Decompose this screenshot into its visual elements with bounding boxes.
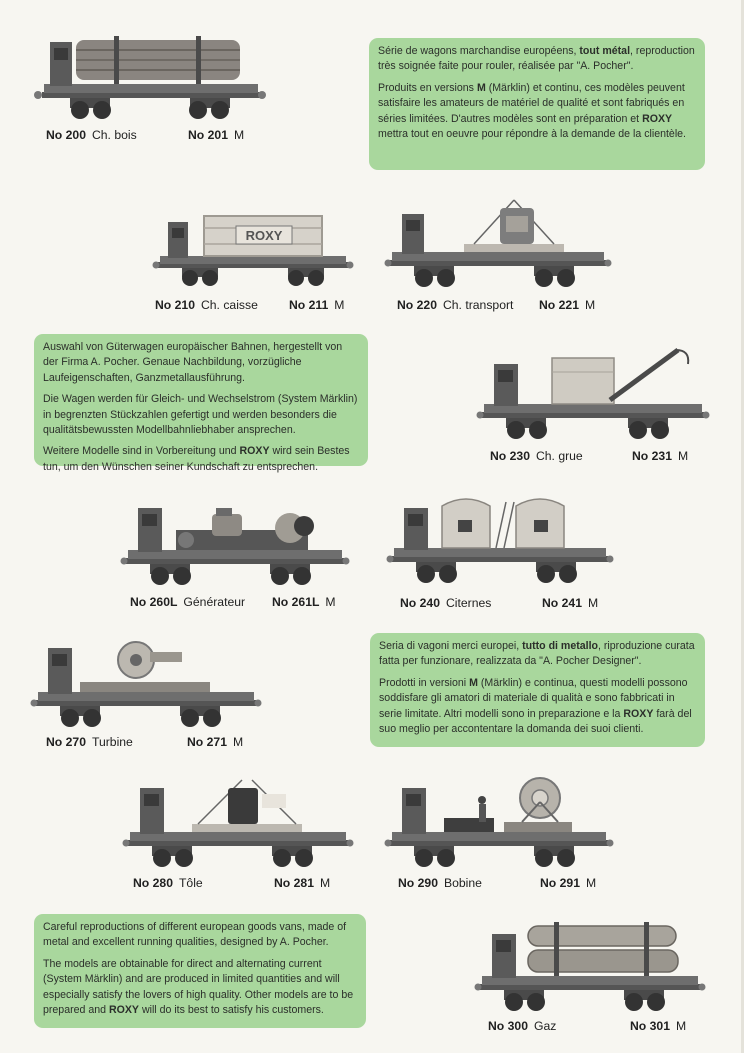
marklin-suffix: M xyxy=(675,1019,687,1033)
marklin-suffix: M xyxy=(233,128,245,142)
item-number: No 220 xyxy=(397,298,437,312)
de-paragraph-1: Auswahl von Güterwagen europäischer Bahnen, hergestellt von der Firma A. Pocher. Genaue Nachbildung, vorzügliche Laufeigenschaften, Ganzmetallausführung. xyxy=(43,341,343,384)
caption-290 xyxy=(398,876,608,890)
item-number-marklin: No 291 xyxy=(540,876,580,890)
fr-paragraph-2: Produits en versions M (Märklin) et continu, ces modèles peuvent satisfaire les amateurs de matériel de qualité et sont fabriqués en séries limitées. D'autres modèles sont en préparation et ROXY mettra tout en oeuvre pour répondre à la demande de la clientèle. xyxy=(378,81,687,141)
item-name: Turbine xyxy=(91,735,133,749)
en-paragraph-1: Careful reproductions of different european goods vans, made of metal and excellent running qualities, designed by A. Pocher. xyxy=(43,921,347,949)
wagon-230-crane-car xyxy=(476,344,710,442)
wagon-240-tank-car xyxy=(386,488,614,588)
marklin-suffix: M xyxy=(584,298,596,312)
wagon-210-crate-car xyxy=(152,210,354,294)
caption-240 xyxy=(400,596,610,610)
marklin-suffix: M xyxy=(585,876,597,890)
it-paragraph-1: Seria di vagoni merci europei, tutto di metallo, riproduzione curata fatta per funzionare, realizzata da "A. Pocher Designer". xyxy=(379,640,695,668)
item-number: No 200 xyxy=(46,128,86,142)
item-name: Citernes xyxy=(445,596,492,610)
item-number: No 230 xyxy=(490,449,530,463)
transport-car-image xyxy=(384,194,612,292)
caption-280 xyxy=(133,876,343,890)
item-number: No 210 xyxy=(155,298,195,312)
item-number-marklin: No 211 xyxy=(289,298,329,312)
generator-car-image xyxy=(120,502,350,588)
item-number-marklin: No 231 xyxy=(632,449,672,463)
item-name: Tôle xyxy=(178,876,203,890)
item-name: Ch. grue xyxy=(535,449,583,463)
german-description-box xyxy=(34,334,368,473)
item-number: No 280 xyxy=(133,876,173,890)
wagon-260-generator-car xyxy=(120,502,350,588)
marklin-suffix: M xyxy=(232,735,244,749)
item-number-marklin: No 221 xyxy=(539,298,579,312)
item-name: Bobine xyxy=(443,876,482,890)
spool-car-image xyxy=(384,776,614,870)
item-number-marklin: No 271 xyxy=(187,735,227,749)
turbine-car-image xyxy=(30,638,262,730)
marklin-suffix: M xyxy=(587,596,599,610)
marklin-suffix: M xyxy=(334,298,345,312)
caption-200 xyxy=(46,128,266,142)
crane-car-image xyxy=(476,344,710,442)
item-name: Ch. bois xyxy=(91,128,137,142)
marklin-suffix: M xyxy=(319,876,331,890)
marklin-suffix: M xyxy=(325,595,336,609)
wagon-280-sheet-car xyxy=(122,776,354,870)
wagon-270-turbine-car xyxy=(30,638,262,730)
crate-roxy-label: ROXY xyxy=(245,228,283,243)
caption-230 xyxy=(490,449,700,463)
caption-260 xyxy=(130,595,345,609)
item-number: No 290 xyxy=(398,876,438,890)
en-paragraph-2: The models are obtainable for direct and alternating current (System Märklin) and are produced in limited quantities and will especially satisfy the lovers of high quality. Other models are to be prepared and ROXY will do its best to satisfy his customers. xyxy=(43,957,354,1017)
item-number-marklin: No 261L xyxy=(272,595,320,609)
crate-car-image xyxy=(152,210,354,294)
wagon-300-gas-car xyxy=(474,920,706,1016)
marklin-suffix: M xyxy=(677,449,689,463)
item-number-marklin: No 301 xyxy=(630,1019,670,1033)
wagon-200-log-car xyxy=(30,34,270,122)
item-name: Ch. caisse xyxy=(200,298,258,312)
de-paragraph-2: Die Wagen werden für Gleich- und Wechselstrom (System Märklin) in begrenzten Stückzahlen gefertigt und werden besonders die qualitätsbewussten Modellbahnliebhaber ansprechen. xyxy=(43,393,358,437)
item-number: No 270 xyxy=(46,735,86,749)
sheet-car-image xyxy=(122,776,354,870)
item-number: No 260L xyxy=(130,595,178,609)
tank-car-image xyxy=(386,488,614,588)
gas-car-image xyxy=(474,920,706,1016)
log-car-image xyxy=(30,34,270,122)
it-paragraph-2: Prodotti in versioni M (Märklin) e continua, questi modelli possono soddisfare gli amatori di materiale di qualità e sono fabbricati in serie limitate. Altri modelli sono in preparazione e la ROXY farà del suo meglio per accontentare la domanda dei suoi clienti. xyxy=(379,676,692,736)
wagon-290-spool-car xyxy=(384,776,614,870)
wagon-220-transport-car xyxy=(384,194,612,292)
fr-paragraph-1: Série de wagons marchandise européens, tout métal, reproduction très soignée faite pour rouler, réalisée par "A. Pocher". xyxy=(378,45,695,73)
english-description-box xyxy=(34,914,366,1028)
french-description-box xyxy=(369,38,705,170)
de-paragraph-3: Weitere Modelle sind in Vorbereitung und ROXY wird sein Bestes tun, um den Wünschen seiner Kundschaft zu entsprechen. xyxy=(43,445,350,473)
item-name: Générateur xyxy=(183,595,246,609)
italian-description-box xyxy=(370,633,705,747)
item-number: No 300 xyxy=(488,1019,528,1033)
item-number: No 240 xyxy=(400,596,440,610)
item-number-marklin: No 241 xyxy=(542,596,582,610)
caption-270 xyxy=(46,735,256,749)
caption-300 xyxy=(488,1019,698,1033)
item-number-marklin: No 281 xyxy=(274,876,314,890)
item-name: Gaz xyxy=(533,1019,557,1033)
caption-220 xyxy=(397,298,607,312)
item-number-marklin: No 201 xyxy=(188,128,228,142)
item-name: Ch. transport xyxy=(442,298,514,312)
caption-210 xyxy=(155,298,365,312)
